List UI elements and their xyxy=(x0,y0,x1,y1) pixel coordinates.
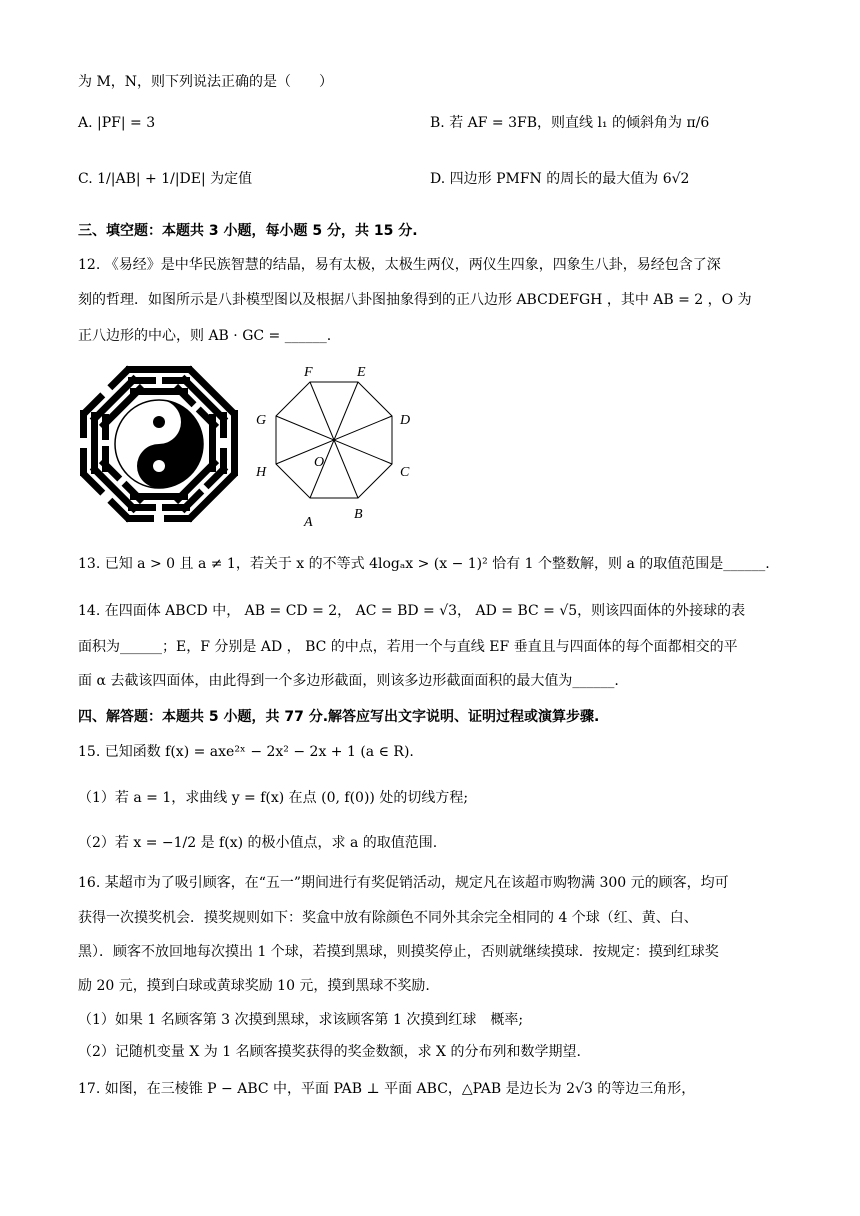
q15-line-1: 15. 已知函数 f(x) = axe²ˣ − 2x² − 2x + 1 (a ∈ R). xyxy=(78,744,414,760)
label-a: A xyxy=(304,515,313,530)
q12-line-2: 刻的哲理．如图所示是八卦模型图以及根据八卦图抽象得到的正八边形 ABCDEFGH ，其中 AB = 2 ，O 为 xyxy=(78,292,752,308)
q15-part-1: （1）若 a = 1，求曲线 y = f(x) 在点 (0, f(0)) 处的切线方程; xyxy=(78,790,469,806)
label-o: O xyxy=(314,455,325,470)
label-h: H xyxy=(256,465,267,480)
q16-line-3: 黑）．顾客不放回地每次摸出 1 个球，若摸到黑球，则摸奖停止，否则就继续摸球．按规定：摸到红球奖 xyxy=(78,944,719,960)
q16-line-2: 获得一次摸奖机会．摸奖规则如下：奖盒中放有除颜色不同外其余完全相同的 4 个球（红、黄、白、 xyxy=(78,910,698,926)
q11-option-b: B. 若 AF = 3FB，则直线 l₁ 的倾斜角为 π/6 xyxy=(430,115,710,131)
octagon-figure xyxy=(250,362,420,532)
bagua-figure xyxy=(78,362,240,526)
q14-line-1: 14. 在四面体 ABCD 中， AB = CD = 2， AC = BD = √3， AD = BC = √5，则该四面体的外接球的表 xyxy=(78,603,746,619)
q11-option-c: C. 1/|AB| + 1/|DE| 为定值 xyxy=(78,171,253,187)
label-e: E xyxy=(357,365,366,380)
q14-line-3: 面 α 去截该四面体，由此得到一个多边形截面，则该多边形截面面积的最大值为______. xyxy=(78,673,619,689)
q12-line-1: 12. 《易经》是中华民族智慧的结晶，易有太极，太极生两仪，两仪生四象，四象生八卦，易经包含了深 xyxy=(78,257,721,273)
q16-part-1: （1）如果 1 名顾客第 3 次摸到黑球，求该顾客第 1 次摸到红球 概率; xyxy=(78,1012,524,1028)
q14-line-2: 面积为______；E，F 分别是 AD ， BC 的中点，若用一个与直线 EF 垂直且与四面体的每个面都相交的平 xyxy=(78,639,738,655)
q16-part-2: （2）记随机变量 X 为 1 名顾客摸奖获得的奖金数额，求 X 的分布列和数学期望. xyxy=(78,1044,581,1060)
q11-option-d: D. 四边形 PMFN 的周长的最大值为 6√2 xyxy=(430,171,690,187)
q12-line-3: 正八边形的中心，则 AB · GC = ______. xyxy=(78,328,332,344)
q15-part-2: （2）若 x = −1/2 是 f(x) 的极小值点，求 a 的取值范围. xyxy=(78,835,438,851)
section-3-heading: 三、填空题：本题共 3 小题，每小题 5 分，共 15 分. xyxy=(78,223,418,239)
label-d: D xyxy=(400,413,411,428)
section-4-heading: 四、解答题：本题共 5 小题，共 77 分.解答应写出文字说明、证明过程或演算步骤. xyxy=(78,709,600,725)
label-c: C xyxy=(400,465,410,480)
label-f: F xyxy=(304,365,313,380)
q16-line-4: 励 20 元，摸到白球或黄球奖励 10 元，摸到黑球不奖励. xyxy=(78,978,430,994)
q16-line-1: 16. 某超市为了吸引顾客，在“五一”期间进行有奖促销活动，规定凡在该超市购物满 300 元的顾客，均可 xyxy=(78,875,729,891)
taiji-symbol xyxy=(115,400,203,488)
label-b: B xyxy=(354,507,363,522)
q13-text: 13. 已知 a > 0 且 a ≠ 1，若关于 x 的不等式 4logₐx > (x − 1)² 恰有 1 个整数解，则 a 的取值范围是______. xyxy=(78,556,770,572)
label-g: G xyxy=(256,413,267,428)
q11-option-a: A. |PF| = 3 xyxy=(78,115,156,131)
q17-text: 17. 如图，在三棱锥 P − ABC 中，平面 PAB ⊥ 平面 ABC，△PAB 是边长为 2√3 的等边三角形， xyxy=(78,1081,696,1097)
q11-stem-tail: 为 M，N，则下列说法正确的是（ ） xyxy=(78,74,334,90)
